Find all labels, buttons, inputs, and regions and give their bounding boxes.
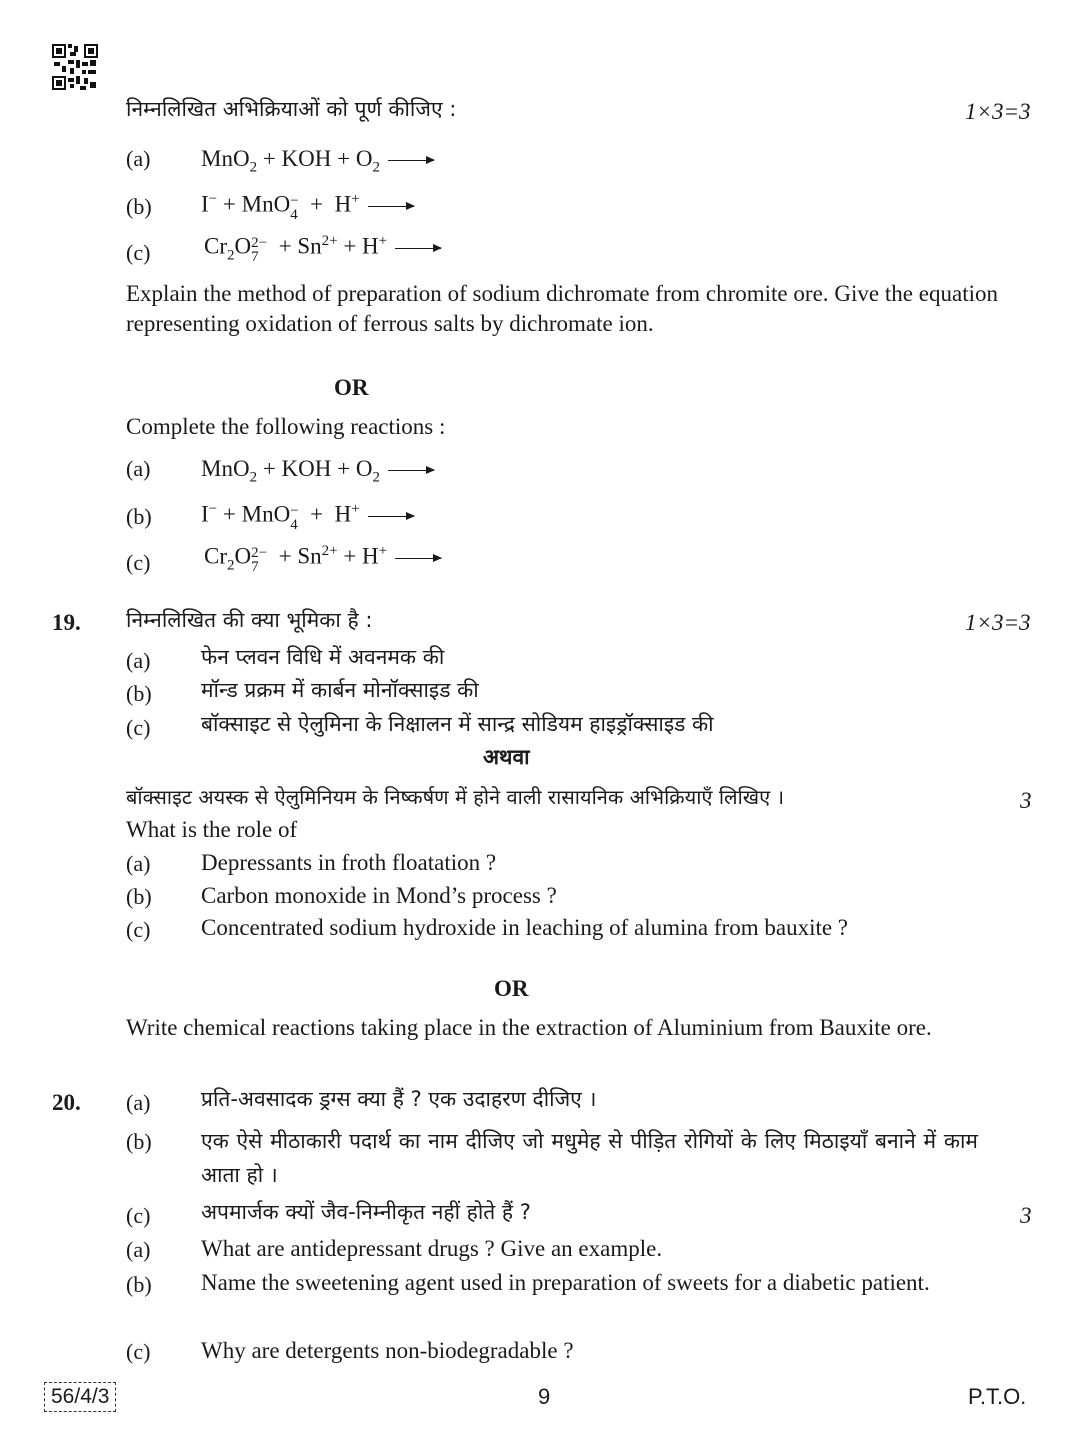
q18-or: OR (334, 375, 369, 400)
q19-en-alt: Write chemical reactions taking place in the extraction of Aluminium from Bauxite ore. (126, 1015, 932, 1040)
q19-hi-item-c: बॉक्साइट से ऐलुमिना के निक्षालन में सान्द्र सोडियम हाइड्रॉक्साइड की (201, 712, 714, 736)
q18-en-label-c: (c) (126, 550, 151, 575)
q18-hi-reaction-c: $Cr_2O$ 2− 7 + $Sn^{2+} + H^+$ (204, 232, 441, 264)
q19-hindi-intro: निम्नलिखित की क्या भूमिका है : (126, 608, 373, 632)
q18-en-reaction-b: I− + MnO − 4 + H+ (201, 500, 414, 530)
q20-en-label-b: (b) (126, 1272, 152, 1297)
q18-hindi-intro: निम्नलिखित अभिक्रियाओं को पूर्ण कीजिए : (126, 97, 457, 121)
q18-en-reaction-c: $Cr_2O$ 2− 7 + $Sn^{2+} + H^+$ (204, 542, 441, 574)
q18-hi-reaction-a: MnO$_2$ + KOH + $O_2$ (201, 145, 434, 177)
q20-number: 20. (52, 1090, 81, 1115)
q20-hi-item-a: प्रति-अवसादक ड्रग्स क्या हैं ? एक उदाहरण दीजिए । (201, 1087, 597, 1111)
q18-complete-intro: Complete the following reactions : (126, 414, 446, 439)
q18-hi-label-c: (c) (126, 240, 151, 265)
q19-hi-label-c: (c) (126, 715, 151, 740)
q20-en-item-a: What are antidepressant drugs ? Give an example. (201, 1236, 663, 1261)
q19-en-or: OR (494, 976, 529, 1001)
q19-en-item-c: Concentrated sodium hydroxide in leaching of alumina from bauxite ? (201, 915, 849, 940)
q19-en-item-a: Depressants in froth floatation ? (201, 850, 497, 875)
q19-en-label-c: (c) (126, 917, 151, 942)
q19-hi-label-b: (b) (126, 681, 152, 706)
q19-number: 19. (52, 610, 81, 635)
q20-marks: 3 (1020, 1203, 1032, 1228)
q20-hi-label-a: (a) (126, 1090, 151, 1115)
q20-hi-item-c: अपमार्जक क्यों जैव-निम्नीकृत नहीं होते हैं ? (201, 1200, 531, 1224)
q18-hi-label-b: (b) (126, 194, 152, 219)
q19-hi-item-a: फेन प्लवन विधि में अवनमक की (201, 645, 445, 669)
q20-en-label-a: (a) (126, 1237, 151, 1262)
q19-en-label-a: (a) (126, 851, 151, 876)
q18-en-reaction-a: MnO$_2$ + KOH + $O_2$ (201, 455, 434, 487)
page-number: 9 (538, 1384, 551, 1409)
q19-hindi-or: अथवा (483, 745, 530, 769)
q19-en-label-b: (b) (126, 884, 152, 909)
q20-en-item-c: Why are detergents non-biodegradable ? (201, 1338, 574, 1363)
pto-label: P.T.O. (968, 1384, 1027, 1409)
q20-en-label-c: (c) (126, 1339, 151, 1364)
paper-code: 56/4/3 (44, 1382, 116, 1412)
q18-hi-label-a: (a) (126, 146, 151, 171)
q18-hi-reaction-b: I− + MnO − 4 + H+ (201, 190, 414, 220)
q19-marks: 1×3=3 (965, 610, 1031, 635)
q19-hi-item-b: मॉन्ड प्रक्रम में कार्बन मोनॉक्साइड की (201, 678, 479, 702)
q19-alt-marks: 3 (1020, 788, 1032, 813)
q19-en-intro: What is the role of (126, 817, 298, 842)
q20-hi-label-c: (c) (126, 1203, 151, 1228)
q19-hindi-alt: बॉक्साइट अयस्क से ऐलुमिनियम के निष्कर्षण में होने वाली रासायनिक अभिक्रियाएँ लिखिए । (126, 785, 785, 809)
q20-hi-item-b: एक ऐसे मीठाकारी पदार्थ का नाम दीजिए जो मधुमेह से पीड़ित रोगियों के लिए मिठाइयाँ बनाने में काम आता हो । (201, 1129, 978, 1187)
q18-explain-text: Explain the method of preparation of sodium dichromate from chromite ore. Give the equation representing oxidation of ferrous salts by dichromate ion. (126, 281, 998, 336)
q18-marks: 1×3=3 (965, 99, 1031, 124)
qr-code-icon (52, 44, 98, 90)
q18-en-label-a: (a) (126, 456, 151, 481)
q19-en-item-b: Carbon monoxide in Mond’s process ? (201, 883, 557, 908)
q20-en-item-b: Name the sweetening agent used in preparation of sweets for a diabetic patient. (201, 1270, 930, 1295)
q18-en-label-b: (b) (126, 504, 152, 529)
q20-hi-label-b: (b) (126, 1129, 152, 1154)
q19-hi-label-a: (a) (126, 648, 151, 673)
